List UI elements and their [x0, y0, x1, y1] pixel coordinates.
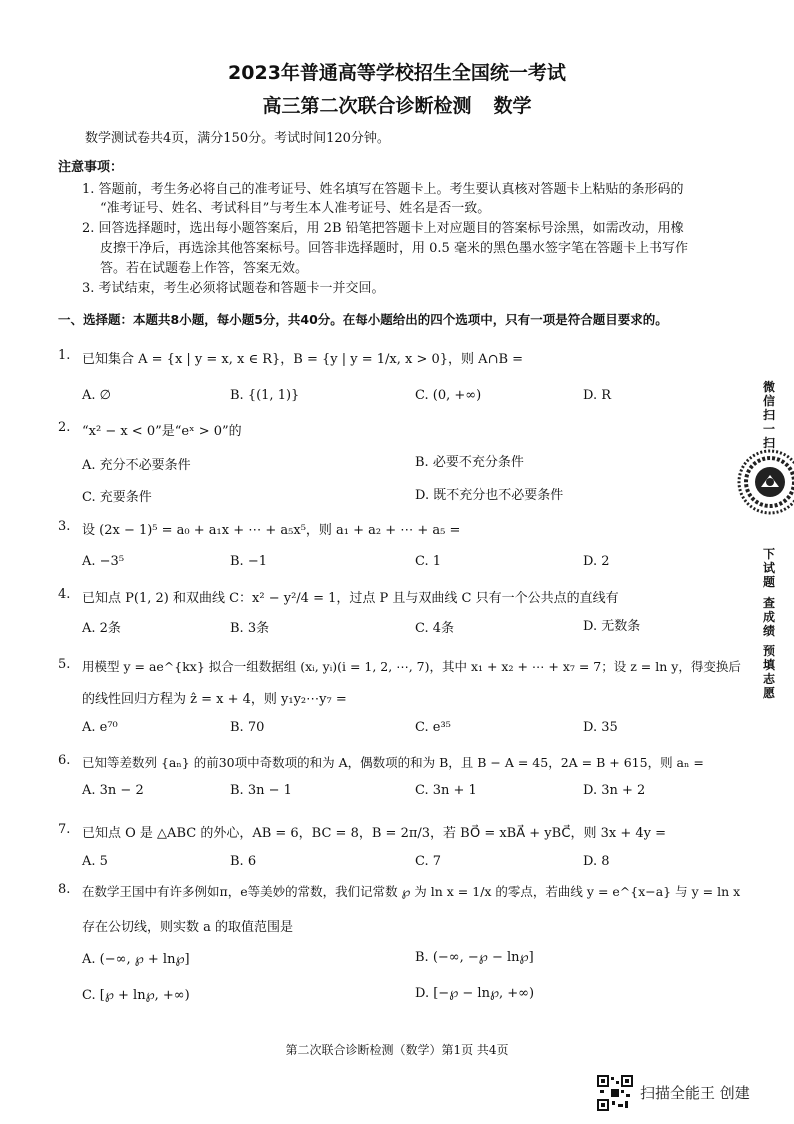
q3-stem: 设 (2x − 1)⁵ = a₀ + a₁x + ⋯ + a₅x⁵，则 a₁ + a₂ + ⋯ + a₅ =	[82, 523, 461, 538]
side-download-label: 下试题	[762, 547, 775, 589]
camscanner-qr-icon	[597, 1075, 633, 1111]
q7-option-b: B. 6	[230, 854, 257, 869]
q7-stem: 已知点 O 是 △ABC 的外心，AB = 6，BC = 8，B = 2π/3，若 BO⃗ = xBA⃗ + yBC⃗，则 3x + 4y =	[82, 826, 667, 841]
q4-stem: 已知点 P(1, 2) 和双曲线 C：x² − y²/4 = 1，过点 P 且与双曲线 C 只有一个公共点的直线有	[82, 591, 619, 606]
q4-option-d: D. 无数条	[583, 619, 641, 634]
q2-option-c: C. 充要条件	[82, 490, 152, 505]
page-footer: 第二次联合诊断检测（数学）第1页 共4页	[285, 1043, 509, 1057]
q1-stem: 已知集合 A = {x | y = x, x ∈ R}，B = {y | y = 1/x, x > 0}，则 A∩B =	[82, 352, 524, 367]
note-2b: 皮擦干净后，再选涂其他答案标号。回答非选择题时，用 0.5 毫米的黑色墨水签字笔在答题卡上书写作	[100, 241, 688, 256]
q8-stem-line1: 在数学王国中有许多例如π，e等美妙的常数，我们记常数 ℘ 为 ln x = 1/x 的零点，若曲线 y = e^{x−a} 与 y = ln x	[82, 884, 741, 899]
q5-option-b: B. 70	[230, 720, 265, 735]
q8-option-a: A. (−∞, ℘ + ln℘]	[82, 952, 190, 967]
note-1a: 1. 答题前，考生务必将自己的准考证号、姓名填写在答题卡上。考生要认真核对答题卡上粘贴的条形码的	[82, 182, 684, 197]
q1-option-a: A. ∅	[82, 388, 111, 403]
note-1b: “准考证号、姓名、考试科目”与考生本人准考证号、姓名是否一致。	[100, 201, 491, 216]
q3-option-a: A. −3⁵	[82, 554, 125, 569]
q7-option-c: C. 7	[415, 854, 442, 869]
q4-option-a: A. 2条	[82, 621, 121, 636]
q7-option-a: A. 5	[82, 854, 108, 869]
exam-info: 数学测试卷共4页，满分150分。考试时间120分钟。	[85, 131, 390, 146]
q2-option-b: B. 必要不充分条件	[415, 455, 524, 470]
side-score-label: 查成绩	[762, 596, 775, 638]
q6-number: 6.	[58, 753, 71, 768]
q7-option-d: D. 8	[583, 854, 610, 869]
q6-option-c: C. 3n + 1	[415, 783, 477, 798]
q8-option-d: D. [−℘ − ln℘, +∞)	[415, 986, 535, 1001]
q1-option-c: C. (0, +∞)	[415, 388, 482, 403]
q8-option-b: B. (−∞, −℘ − ln℘]	[415, 950, 534, 965]
q3-option-b: B. −1	[230, 554, 267, 569]
q2-option-d: D. 既不充分也不必要条件	[415, 488, 564, 503]
note-3: 3. 考试结束，考生必须将试题卷和答题卡一并交回。	[82, 281, 385, 296]
q3-number: 3.	[58, 519, 71, 534]
q6-option-b: B. 3n − 1	[230, 783, 292, 798]
q6-option-a: A. 3n − 2	[82, 783, 144, 798]
q7-number: 7.	[58, 822, 71, 837]
exam-subtitle	[0, 91, 794, 118]
q5-number: 5.	[58, 657, 71, 672]
q5-stem-line2: 的线性回归方程为 ẑ = x + 4，则 y₁y₂⋯y₇ =	[82, 692, 347, 707]
q6-stem: 已知等差数列 {aₙ} 的前30项中奇数项的和为 A，偶数项的和为 B，且 B − A = 45，2A = B + 615，则 aₙ =	[82, 755, 704, 770]
q5-option-c: C. e³⁵	[415, 720, 451, 735]
q8-stem-line2: 存在公切线，则实数 a 的取值范围是	[82, 920, 294, 935]
section-heading: 一、选择题：本题共8小题，每小题5分，共40分。在每小题给出的四个选项中，只有一项是符合题目要求的。	[58, 312, 668, 327]
notes-heading: 注意事项：	[58, 160, 124, 175]
note-2a: 2. 回答选择题时，选出每小题答案后，用 2B 铅笔把答题卡上对应题目的答案标号涂黑，如需改动，用橡	[82, 221, 684, 236]
subtitle-main: 高三第二次联合诊断检测	[262, 95, 472, 117]
q8-option-c: C. [℘ + ln℘, +∞)	[82, 988, 190, 1003]
q1-option-b: B. {(1, 1)}	[230, 388, 300, 403]
q3-option-d: D. 2	[583, 554, 610, 569]
side-wechat-label: 微信扫一扫	[762, 380, 775, 450]
q6-option-d: D. 3n + 2	[583, 783, 646, 798]
q8-number: 8.	[58, 882, 71, 897]
q4-number: 4.	[58, 587, 71, 602]
wechat-qr-code-icon[interactable]	[737, 449, 794, 515]
q4-option-c: C. 4条	[415, 621, 455, 636]
q1-number: 1.	[58, 348, 71, 363]
q5-stem-line1: 用模型 y = ae^{kx} 拟合一组数据组 (xᵢ, yᵢ)(i = 1, 2, ⋯, 7)，其中 x₁ + x₂ + ⋯ + x₇ = 7；设 z = ln y，得变换后	[82, 659, 741, 674]
q2-stem: “x² − x < 0”是“eˣ > 0”的	[82, 424, 242, 439]
q5-option-a: A. e⁷⁰	[82, 720, 118, 735]
q2-number: 2.	[58, 420, 71, 435]
q5-option-d: D. 35	[583, 720, 618, 735]
q3-option-c: C. 1	[415, 554, 442, 569]
note-2c: 答。若在试题卷上作答，答案无效。	[100, 261, 309, 276]
q2-option-a: A. 充分不必要条件	[82, 458, 191, 473]
exam-title: 2023年普通高等学校招生全国统一考试	[228, 62, 566, 84]
q1-option-d: D. R	[583, 388, 612, 403]
subtitle-subject: 数学	[493, 95, 532, 117]
camscanner-watermark: 扫描全能王 创建	[640, 1084, 750, 1102]
side-volunteer-label: 预填志愿	[762, 644, 775, 700]
q4-option-b: B. 3条	[230, 621, 270, 636]
